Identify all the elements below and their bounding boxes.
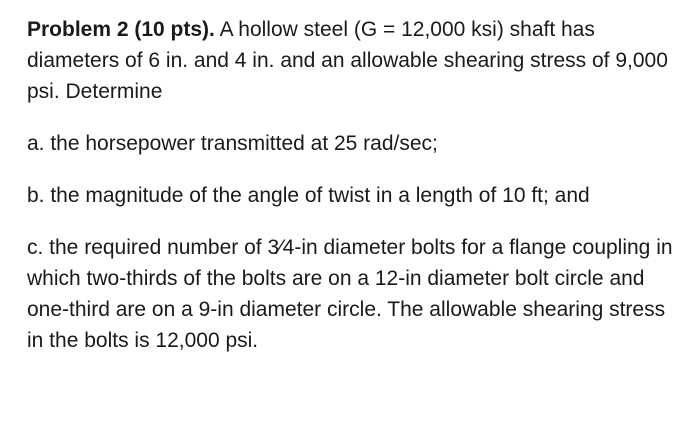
problem-part-b: b. the magnitude of the angle of twist in a length of 10 ft; and <box>27 184 590 207</box>
problem-intro-text: A hollow steel (G = 12,000 ksi) shaft has diameters of 6 in. and 4 in. and an allowable shearing stress of 9,000 psi. Determine <box>27 18 668 103</box>
problem-intro <box>27 14 687 107</box>
problem-document <box>27 14 687 356</box>
problem-heading: Problem 2 (10 pts). <box>27 18 215 41</box>
problem-part-c: c. the required number of 3⁄4-in diameter bolts for a flange coupling in which two-thirds of the bolts are on a 12-in diameter bolt circle and one-third are on a 9-in diameter circle. The allowable shearing stress in the bolts is 12,000 psi. <box>27 236 673 352</box>
problem-part-a: a. the horsepower transmitted at 25 rad/sec; <box>27 132 438 155</box>
